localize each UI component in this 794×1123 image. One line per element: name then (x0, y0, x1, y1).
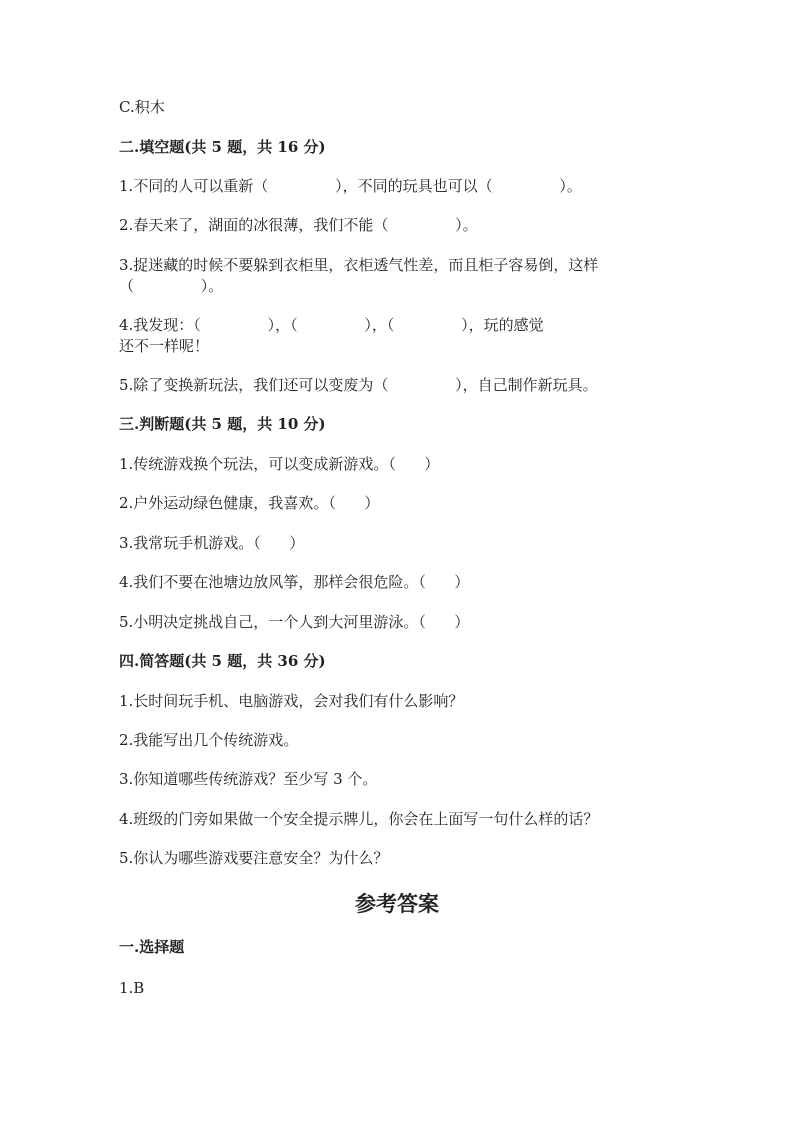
s4-q5: 5.你认为哪些游戏要注意安全？为什么？ (119, 849, 389, 867)
s2-q3-line2: （ ）。 (119, 277, 224, 295)
section4-header: 四.简答题(共 5 题，共 36 分) (119, 652, 326, 670)
section3-header: 三.判断题(共 5 题，共 10 分) (119, 415, 326, 433)
s2-q5: 5.除了变换新玩法，我们还可以变废为（ ），自己制作新玩具。 (119, 376, 598, 394)
s3-q2: 2.户外运动绿色健康，我喜欢。（ ） (119, 494, 380, 512)
answers-section1-header: 一.选择题 (119, 938, 185, 956)
section2-header: 二.填空题(共 5 题，共 16 分) (119, 138, 326, 156)
s4-q1: 1.长时间玩手机、电脑游戏，会对我们有什么影响？ (119, 692, 464, 710)
s2-q2: 2.春天来了，湖面的冰很薄，我们不能（ ）。 (119, 216, 478, 234)
s4-q2: 2.我能写出几个传统游戏。 (119, 731, 299, 749)
s3-q4: 4.我们不要在池塘边放风筝，那样会很危险。（ ） (119, 573, 470, 591)
s2-q4-line2: 还不一样呢！ (119, 337, 210, 355)
answers-title: 参考答案 (355, 891, 439, 916)
s2-q4-line1: 4.我发现：（ ），（ ），（ ），玩的感觉 (119, 316, 544, 334)
s3-q3: 3.我常玩手机游戏。（ ） (119, 534, 305, 552)
s3-q5: 5.小明决定挑战自己，一个人到大河里游泳。（ ） (119, 613, 470, 631)
s2-q3-line1: 3.捉迷藏的时候不要躲到衣柜里，衣柜透气性差，而且柜子容易倒，这样 (119, 256, 599, 274)
option-c: C.积木 (119, 98, 165, 116)
s3-q1: 1.传统游戏换个玩法，可以变成新游戏。（ ） (119, 455, 440, 473)
s2-q1: 1.不同的人可以重新（ ），不同的玩具也可以（ ）。 (119, 177, 582, 195)
answer-1: 1.B (119, 979, 145, 997)
s4-q3: 3.你知道哪些传统游戏？至少写 3 个。 (119, 770, 378, 788)
s4-q4: 4.班级的门旁如果做一个安全提示牌儿，你会在上面写一句什么样的话？ (119, 810, 599, 828)
